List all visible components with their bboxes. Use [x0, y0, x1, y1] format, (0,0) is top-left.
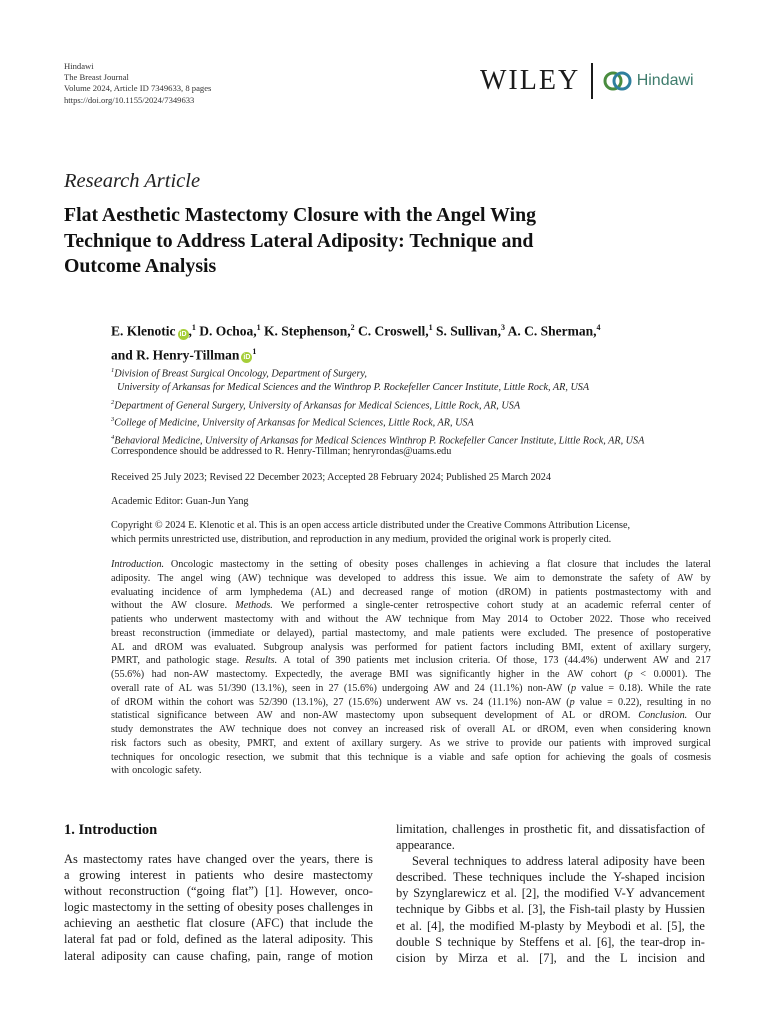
affiliation-item: $^1$Division of Breast Surgical Oncology, Department of Surgery, [111, 367, 367, 380]
logo-divider [591, 63, 593, 99]
paragraph-line: cision by Mirza et al. [7], and the L incision and [396, 950, 705, 965]
copyright-line: Copyright © 2024 E. Klenotic et al. This is an open access article distributed under the Creative Commons Attribution License, [111, 520, 631, 531]
affiliation-ref: 1 [428, 323, 433, 332]
academic-editor: Academic Editor: Guan-Jun Yang [111, 496, 249, 507]
paragraph-line: Several techniques to address lateral adiposity have been [412, 854, 705, 869]
abstract-line: patients who underwent mastectomy with and without the AW technique from May 2014 to October 2022. Those who received [111, 614, 711, 625]
abstract-line: overall rate of AL was 51/390 (13.1%), seen in 27 (15.6%) undergoing AW and 24 (11.1%) non-AW (p value = 0.18). While the rate [111, 682, 711, 694]
hindawi-rings-icon [603, 70, 633, 92]
journal-name: The Breast Journal [64, 72, 129, 83]
volume-info: Volume 2024, Article ID 7349633, 8 pages [64, 83, 212, 94]
paragraph-line: without reconstruction (“going flat”) [1]. However, onco- [64, 884, 373, 899]
paragraph-line: appearance. [396, 838, 455, 853]
publisher-logo [480, 63, 694, 99]
abstract-line: statistical significance between AW and non-AW mastectomy upon subsequent development of AL or dROM. Conclusion. Our [111, 710, 711, 722]
paragraph-line: lateral fat pad or fold, defined as the lateral adiposity. This [64, 932, 373, 947]
abstract-line: without the AW closure. Methods. We performed a single-center retrospective cohort study at an academic referral center of [111, 600, 711, 612]
affiliation-item: $^3$College of Medicine, University of Arkansas for Medical Sciences, Little Rock, AR, USA [111, 416, 474, 429]
abstract-line: techniques for oncologic resection, we submit that this technique is a viable and safe option for achieving the goals of cosmesis [111, 751, 711, 763]
paragraph-line: lateral adiposity can cause chafing, pain, range of motion [64, 948, 373, 963]
paragraph-line: et al. [4], the modified M-plasty by Meybodi et al. [5], the [396, 918, 705, 933]
affiliation-list [111, 364, 644, 448]
journal-meta [64, 61, 211, 106]
abstract-line: study demonstrates the AW technique does not convey an increased risk of overall AL or dROM, even when considering known [111, 724, 711, 735]
affiliation-ref: 1 [256, 323, 261, 332]
abstract-line: AL and dROM was evaluated. Subgroup analysis was performed for patient factors including BMI, extent of axillary surgery, [111, 641, 711, 653]
author-name[interactable]: and R. Henry-Tillman [111, 347, 240, 362]
paragraph-line: As mastectomy rates have changed over the years, there is [64, 852, 373, 866]
publisher-name: Hindawi [64, 61, 94, 71]
wiley-logo-text: WILEY [480, 65, 581, 96]
article-type: Research Article [64, 170, 201, 192]
paragraph-line: technique by Gibbs et al. [3], the Fish-tail plasty by Hussien [396, 902, 705, 917]
copyright-line: which permits unrestricted use, distribution, and reproduction in any medium, provided the original work is properly cited. [111, 534, 612, 545]
orcid-icon[interactable]: iD [243, 354, 251, 361]
abstract-line: evaluating incidence of arm lymphedema (AL) and decreased range of motion (dROM) in patients postmastectomy with and [111, 586, 711, 598]
abstract-line: PMRT, and pathologic stage. Results. A total of 390 patients met inclusion criteria. Of those, 173 (44.4%) underwent AW and 217 [111, 655, 711, 667]
paragraph-line: double S technique by Steffens et al. [6], the tear-drop in- [396, 934, 705, 949]
orcid-icon[interactable]: iD [179, 330, 187, 338]
abstract-line: adiposity. The angel wing (AW) technique was developed to address this issue. We aim to demonstrate the safety of AW by [111, 572, 711, 584]
abstract-line: with oncologic safety. [111, 765, 202, 777]
author-name[interactable]: A. C. Sherman, [507, 323, 597, 339]
author-line [111, 342, 711, 366]
affiliation-item: $^2$Department of General Surgery, University of Arkansas for Medical Sciences, Little Rock, AR, USA [111, 398, 521, 411]
affiliation-item: $^4$Behavioral Medicine, University of Arkansas for Medical Sciences Winthrop P. Rockefeller Cancer Institute, Little Rock, AR, USA [111, 433, 645, 446]
paragraph-line: described. These techniques include the Y-shaped incision [396, 870, 705, 885]
affiliation-ref: 2 [350, 323, 355, 332]
abstract-line: (55.6%) had non-AW mastectomy. Expectedly, the average BMI was significantly higher in the AW cohort (p < 0.0001). The [111, 669, 711, 680]
body-column-right [396, 821, 705, 966]
affiliation-ref: 3 [500, 323, 505, 332]
body-column-left [64, 851, 373, 964]
paragraph-line: limitation, challenges in prosthetic fit, and dissatisfaction of [396, 822, 705, 836]
abstract-line: breast reconstruction (immediate or delayed), partial mastectomy, and male patients were excluded. The presence of postoperative [111, 627, 711, 639]
article-title [64, 203, 664, 280]
doi-link[interactable]: https://doi.org/10.1155/2024/7349633 [64, 94, 195, 105]
correspondence: Correspondence should be addressed to R. Henry-Tillman; henryrondas@uams.edu [111, 446, 452, 457]
author-name[interactable]: D. Ochoa, [199, 323, 257, 339]
copyright-notice [111, 519, 711, 547]
abstract-line: risk factors such as obesity, PMRT, and extent of axillary surgery. As we strive to provide our patients with improved surgical [111, 737, 711, 749]
title-line: Technique to Address Lateral Adiposity: Technique and [64, 229, 534, 252]
paragraph-line: logic mastectomy in the setting of obesity poses challenges in [64, 900, 373, 915]
author-name[interactable]: S. Sullivan, [436, 323, 501, 339]
paragraph-line: by Szynglarewicz et al. [2], the modified V-Y advancement [396, 886, 705, 901]
publication-dates: Received 25 July 2023; Revised 22 December 2023; Accepted 28 February 2024; Published 25 March 2024 [111, 472, 551, 483]
abstract [111, 558, 711, 778]
author-list [111, 318, 711, 365]
affiliation-ref: 1 [191, 323, 196, 332]
author-name[interactable]: K. Stephenson, [264, 323, 351, 339]
title-line: Flat Aesthetic Mastectomy Closure with the Angel Wing [64, 204, 536, 226]
affiliation-ref: 4 [596, 323, 601, 332]
title-line: Outcome Analysis [64, 255, 217, 277]
abstract-line: Introduction. Oncologic mastectomy in the setting of obesity poses challenges in achieving a flat closure that includes the lateral [111, 559, 711, 570]
paragraph-line: a growing interest in patients who desire mastectomy [64, 868, 373, 883]
paragraph-line: achieving an aesthetic flat closure (AFC) that include the [64, 916, 373, 931]
affiliation-item: University of Arkansas for Medical Sciences and the Winthrop P. Rockefeller Cancer Institute, Little Rock, AR, USA [117, 382, 590, 394]
abstract-line: of dROM within the cohort was 52/390 (13.1%), 27 (15.6%) underwent AW vs. 24 (11.1%) non-AW (p value = 0.22), resulting in no [111, 696, 711, 708]
hindawi-logo-text: Hindawi [636, 72, 694, 89]
author-line: E. Klenotic iD ,$^1$ D. Ochoa,$^1$ K. Stephenson,$^2$ C. Croswell,$^1$ S. Sullivan,$^3$ A. C. Sherman,$^4$ [111, 323, 601, 339]
affiliation-ref: 1 [252, 346, 257, 356]
author-name[interactable]: C. Croswell, [358, 323, 429, 339]
author-name[interactable]: E. Klenotic [111, 323, 176, 339]
section-heading: 1. Introduction [64, 822, 158, 838]
